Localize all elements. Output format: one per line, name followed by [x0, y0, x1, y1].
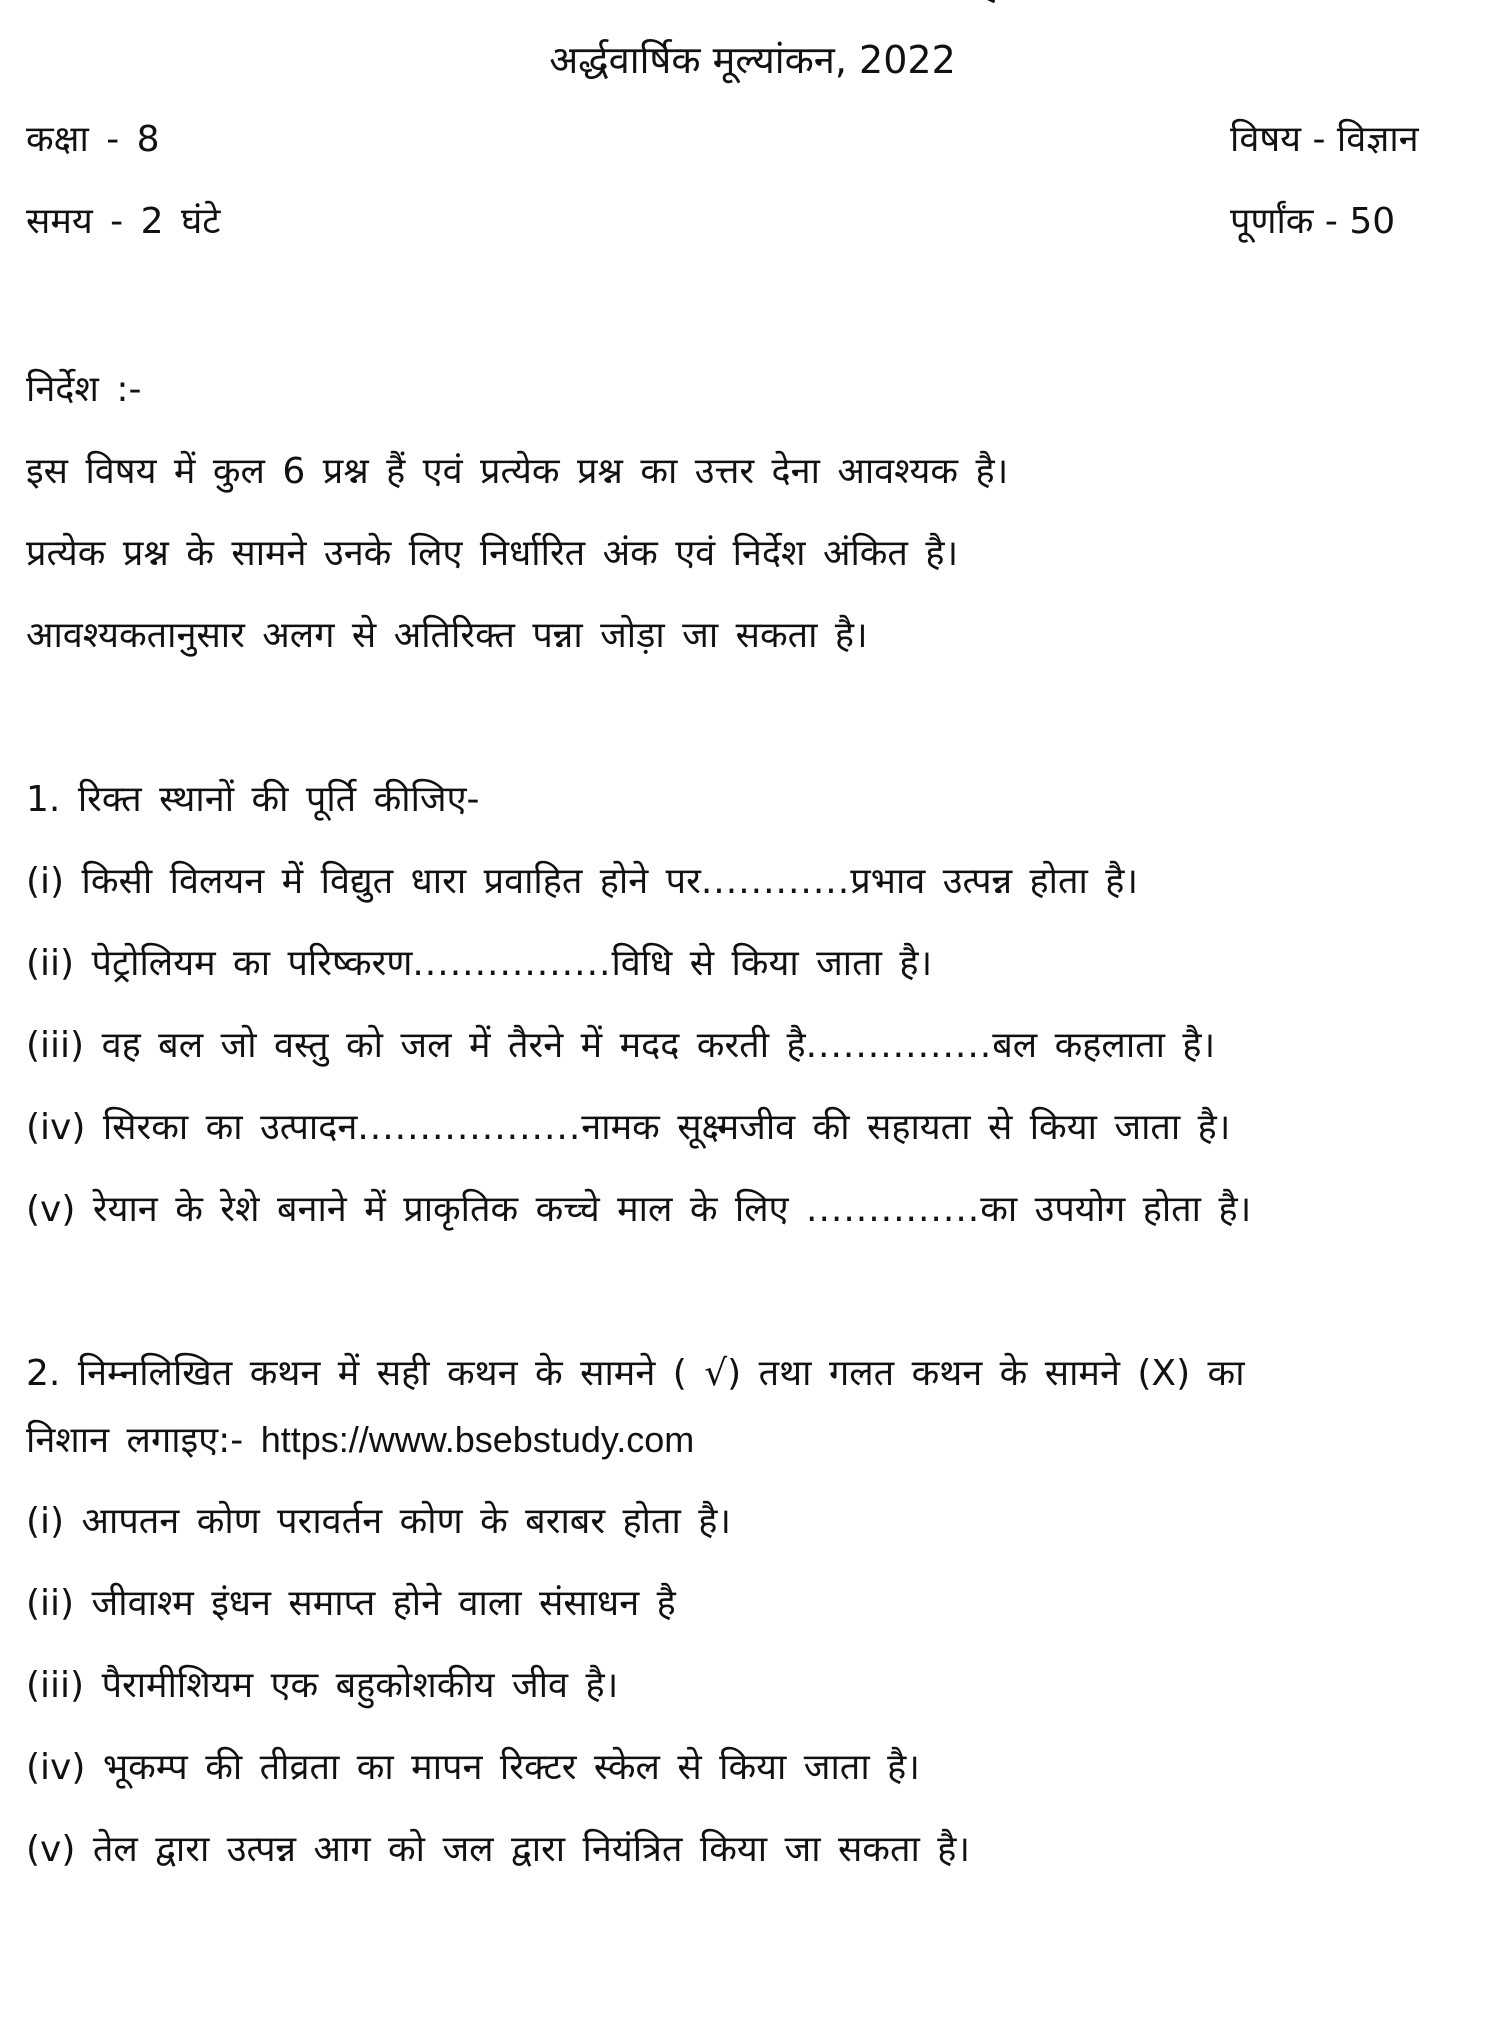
fill-blank-item [26, 1188, 1251, 1231]
answer-blank: .................. [357, 1107, 582, 1148]
item-text-after: नामक सूक्ष्मजीव की सहायता से किया जाता है। [581, 1107, 1231, 1148]
instruction-item: इस विषय में कुल 6 प्रश्न हैं एवं प्रत्येक प्रश्न का उत्तर देना आवश्यक है। [26, 451, 1009, 492]
instruction-item: प्रत्येक प्रश्न के सामने उनके लिए निर्धारित अंक एवं निर्देश अंकित है। [26, 533, 959, 574]
subject-label: विषय - विज्ञान [1230, 119, 1419, 160]
exam-title: अर्द्धवार्षिक मूल्यांकन, 2022 [549, 38, 956, 82]
question-1-heading [26, 778, 480, 821]
fill-blank-item [26, 860, 1138, 903]
question-number: 2. [26, 1353, 61, 1394]
true-false-item [26, 1828, 970, 1871]
item-label: (ii) [26, 1583, 75, 1624]
item-label: (i) [26, 861, 65, 902]
item-label: (iv) [26, 1107, 86, 1148]
answer-blank: .............. [806, 1189, 981, 1230]
item-label: (v) [26, 1829, 76, 1870]
item-text: पैरामीशियम एक बहुकोशकीय जीव है। [101, 1665, 619, 1706]
item-label: (iv) [26, 1747, 86, 1788]
question-2-heading-cont [26, 1418, 694, 1462]
item-text-before: वह बल जो वस्तु को जल में तैरने में मदद करती है [101, 1025, 806, 1066]
time-label: समय - 2 घंटे [26, 201, 221, 242]
page-top-mark [983, 0, 997, 3]
true-false-item [26, 1500, 731, 1543]
question-prompt: निम्नलिखित कथन में सही कथन के सामने ( √) तथा गलत कथन के सामने (X) का [77, 1353, 1245, 1394]
fill-blank-item [26, 942, 932, 985]
item-label: (iii) [26, 1665, 85, 1706]
item-label: (ii) [26, 943, 75, 984]
item-text-after: बल कहलाता है। [992, 1025, 1216, 1066]
item-text-before: रेयान के रेशे बनाने में प्राकृतिक कच्चे माल के लिए [92, 1189, 806, 1230]
item-text-before: किसी विलयन में विद्युत धारा प्रवाहित होने पर [81, 861, 701, 902]
watermark-url: https://www.bsebstudy.com [260, 1419, 695, 1460]
item-label: (v) [26, 1189, 76, 1230]
item-text-before: सिरका का उत्पादन [102, 1107, 358, 1148]
instruction-item: आवश्यकतानुसार अलग से अतिरिक्त पन्ना जोड़ा जा सकता है। [26, 615, 868, 656]
item-text-after: का उपयोग होता है। [980, 1189, 1252, 1230]
item-text-after: प्रभाव उत्पन्न होता है। [850, 861, 1139, 902]
answer-blank: ............ [700, 861, 851, 902]
item-text: जीवाश्म इंधन समाप्त होने वाला संसाधन है [91, 1583, 676, 1624]
item-text-before: पेट्रोलियम का परिष्करण [91, 943, 413, 984]
full-marks-label: पूर्णांक - 50 [1230, 201, 1396, 242]
question-2-heading [26, 1352, 1245, 1395]
answer-blank: ................ [412, 943, 612, 984]
fill-blank-item [26, 1106, 1230, 1149]
true-false-item [26, 1746, 920, 1789]
instructions-heading: निर्देश :- [26, 369, 142, 410]
item-text: भूकम्प की तीव्रता का मापन रिक्टर स्केल से किया जाता है। [102, 1747, 920, 1788]
question-number: 1. [26, 779, 61, 820]
item-text: आपतन कोण परावर्तन कोण के बराबर होता है। [81, 1501, 731, 1542]
answer-blank: ............... [805, 1025, 993, 1066]
true-false-item [26, 1664, 618, 1707]
item-text-after: विधि से किया जाता है। [611, 943, 933, 984]
item-label: (iii) [26, 1025, 85, 1066]
question-prompt: रिक्त स्थानों की पूर्ति कीजिए- [77, 779, 480, 820]
question-prompt-cont: निशान लगाइए:- [26, 1420, 244, 1461]
fill-blank-item [26, 1024, 1215, 1067]
class-label: कक्षा - 8 [26, 119, 160, 160]
item-text: तेल द्वारा उत्पन्न आग को जल द्वारा नियंत्रित किया जा सकता है। [92, 1829, 970, 1870]
true-false-item [26, 1582, 676, 1625]
item-label: (i) [26, 1501, 65, 1542]
